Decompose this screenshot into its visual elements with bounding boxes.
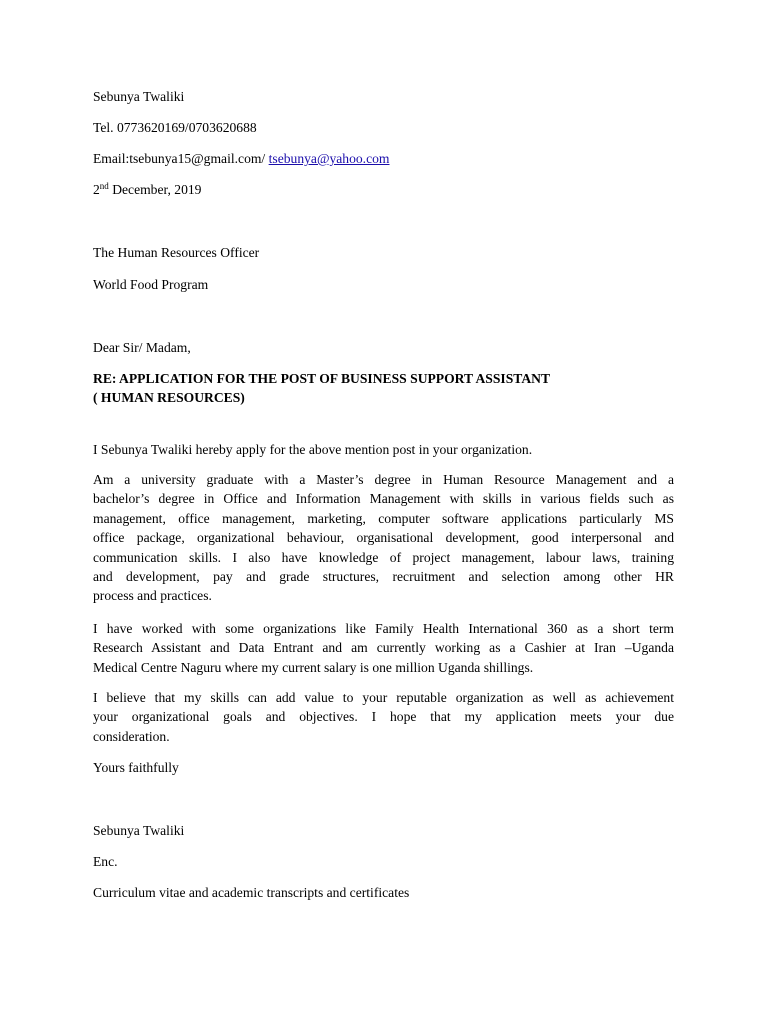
- paragraph-line: Research Assistant and Data Entrant and am currently working as a Cashier at Iran –Uganda: [93, 640, 674, 656]
- enclosure-label: Enc.: [93, 854, 118, 869]
- recipient-org: World Food Program: [93, 277, 209, 292]
- salutation: Dear Sir/ Madam,: [93, 340, 191, 355]
- paragraph-line: your organizational goals and objectives. I hope that my application meets your due: [93, 709, 674, 725]
- paragraph-line: Medical Centre Naguru where my current salary is one million Uganda shillings.: [93, 659, 534, 675]
- intro-paragraph: I Sebunya Twaliki hereby apply for the above mention post in your organization.: [93, 442, 533, 457]
- paragraph-line: and development, pay and grade structures, recruitment and selection among other HR: [93, 569, 674, 585]
- sender-email: [93, 150, 390, 168]
- paragraph-line: consideration.: [93, 728, 170, 744]
- letter-date: [93, 181, 201, 199]
- subject-line-2: ( HUMAN RESOURCES): [93, 390, 245, 405]
- date-suffix: nd: [99, 181, 109, 191]
- paragraph-line: office package, organizational behaviour, organisational development, good interpersonal and: [93, 530, 674, 546]
- date-rest: December, 2019: [108, 182, 202, 197]
- paragraph-line: Am a university graduate with a Master’s degree in Human Resource Management and a: [93, 472, 674, 487]
- recipient-title: The Human Resources Officer: [93, 245, 260, 260]
- paragraph-line: bachelor’s degree in Office and Information Management with skills in various fields such as: [93, 491, 674, 507]
- paragraph-line: communication skills. I also have knowledge of project management, labour laws, training: [93, 549, 674, 565]
- email-prefix: Email:tsebunya15@gmail.com/: [93, 151, 269, 166]
- date-day: 2: [93, 182, 100, 197]
- sender-name: Sebunya Twaliki: [93, 89, 185, 104]
- paragraph-experience: [93, 619, 674, 677]
- enclosure-text: Curriculum vitae and academic transcripts and certificates: [93, 885, 410, 900]
- paragraph-line: process and practices.: [93, 588, 212, 604]
- paragraph-line: I have worked with some organizations like Family Health International 360 as a short term: [93, 621, 674, 636]
- signature-name: Sebunya Twaliki: [93, 823, 185, 838]
- paragraph-line: management, office management, marketing, computer software applications particularly MS: [93, 510, 674, 526]
- paragraph-value: [93, 688, 674, 746]
- closing: Yours faithfully: [93, 760, 179, 775]
- subject-line-1: RE: APPLICATION FOR THE POST OF BUSINESS SUPPORT ASSISTANT: [93, 371, 551, 386]
- email-link[interactable]: tsebunya@yahoo.com: [268, 151, 390, 166]
- sender-tel: Tel. 0773620169/0703620688: [93, 120, 257, 135]
- paragraph-line: I believe that my skills can add value to your reputable organization as well as achievement: [93, 690, 674, 705]
- paragraph-qualifications: [93, 470, 674, 606]
